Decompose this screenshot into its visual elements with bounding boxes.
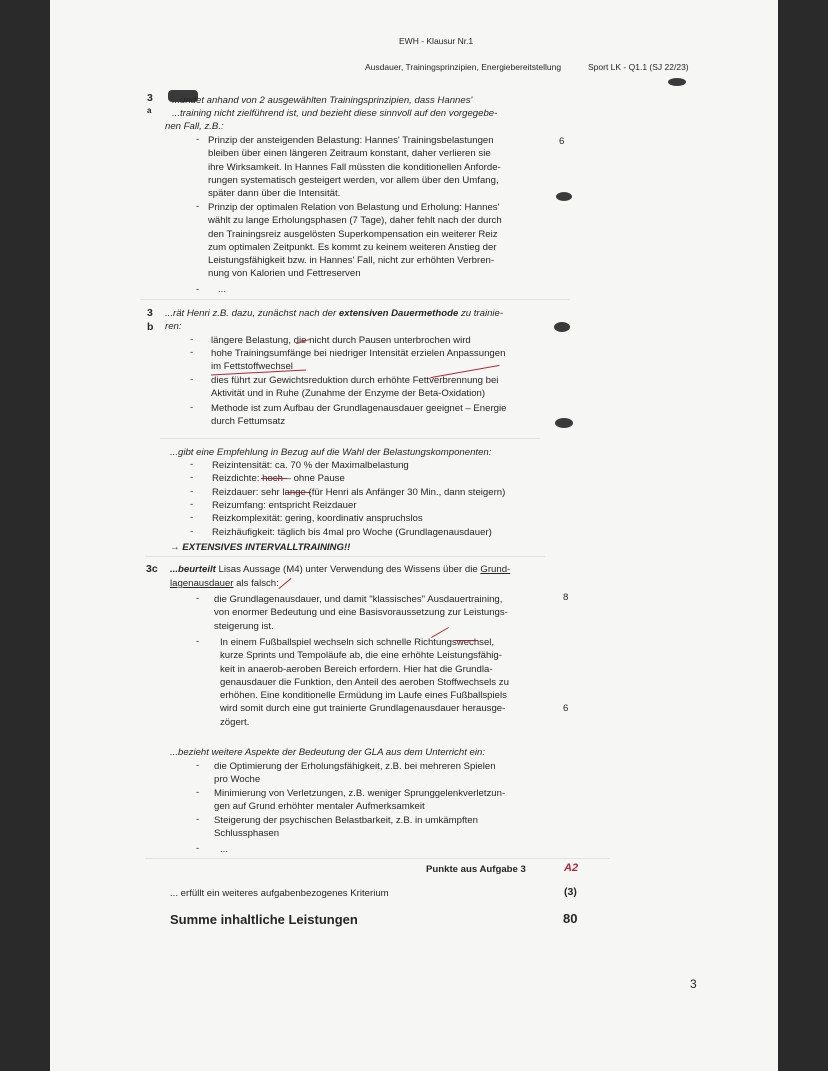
bullet-text: Steigerung der psychischen Belastbarkeit, z.B. in umkämpften Schlussphasen — [214, 815, 478, 840]
criterion-label: ... erfüllt ein weiteres aufgabenbezogenes Kriterium — [170, 888, 389, 899]
points-label: Punkte aus Aufgabe 3 — [426, 864, 526, 875]
ink-blot — [554, 322, 570, 332]
conclusion: → EXTENSIVES INTERVALLTRAINING!! — [170, 542, 351, 553]
task-number: 3 — [147, 307, 153, 319]
ellipsis: ... — [220, 844, 228, 855]
points-value: 6 — [563, 703, 569, 714]
task-letter: a — [147, 106, 152, 115]
bullet-text: In einem Fußballspiel wechseln sich schnelle Richtungswechsel, kurze Sprints und Tempoläufe ab, die eine erhöhte Leistungsfähig- keit in anaerob-aeroben Bereich erfordern. Hier hat die Grundla- genausdauer die Funktion, den Anteil des aeroben Stoffwechsels zu erhöhen. Eine konditionelle Ermüdung im Laufe eines Fußballspiels wird somit durch eine gut trainierte Grundlagenausdauer herausge- zögert. — [220, 637, 509, 728]
points-total: A2 — [564, 862, 579, 874]
section-divider — [140, 299, 570, 300]
sum-value: 80 — [563, 911, 578, 926]
load-item: Reizdichte: hoch – ohne Pause — [212, 473, 345, 484]
document-title: EWH - Klausur Nr.1 — [399, 36, 474, 46]
ellipsis: ... — [218, 284, 226, 295]
load-intro: ...gibt eine Empfehlung in Bezug auf die Wahl der Belastungskomponenten: — [170, 447, 492, 458]
bullet-dash: - — [190, 402, 194, 413]
task-number: 3c — [146, 563, 158, 575]
bullet-text: Methode ist zum Aufbau der Grundlagenausdauer geeignet – Energie durch Fettumsatz — [211, 403, 507, 428]
criterion-value: (3) — [564, 886, 577, 898]
page-number: 3 — [690, 977, 697, 991]
section-divider — [145, 858, 610, 859]
task-intro: ...ündet anhand von 2 ausgewählten Trainingsprinzipien, dass Hannes' — [172, 95, 473, 106]
bullet-dash: - — [196, 636, 200, 647]
bullet-text: die Grundlagenausdauer, und damit "klassisches" Ausdauertraining, von enormer Bedeutung und eine Basisvoraussetzung zur Leistungs- steigerung ist. — [214, 594, 508, 632]
strike-mark — [285, 492, 311, 493]
course-label: Sport LK - Q1.1 (SJ 22/23) — [588, 62, 689, 72]
bullet-dash: - — [196, 201, 200, 212]
bullet-dash: - — [190, 526, 194, 537]
aspects-intro: ...bezieht weitere Aspekte der Bedeutung der GLA aus dem Unterricht ein: — [170, 747, 485, 758]
load-item: Reizkomplexität: gering, koordinativ anspruchslos — [212, 513, 423, 524]
bullet-dash: - — [196, 787, 200, 798]
load-item: Reizdauer: sehr lange (für Henri als Anfänger 30 Min., dann steigern) — [212, 487, 506, 498]
bullet-text: hohe Trainingsumfänge bei niedriger Intensität erzielen Anpassungen im Fettstoffwechsel — [211, 348, 506, 373]
strike-mark — [455, 640, 477, 641]
bullet-dash: - — [190, 486, 194, 497]
bullet-text: dies führt zur Gewichtsreduktion durch erhöhte Fettverbrennung bei Aktivität und in Ruhe (Zunahme der Enzyme der Beta-Oxidation) — [211, 375, 499, 400]
document-subtitle: Ausdauer, Trainingsprinzipien, Energiebereitstellung — [365, 62, 562, 72]
task-intro: lagenausdauer als falsch: — [170, 578, 279, 589]
bullet-dash: - — [196, 593, 200, 604]
bullet-text: Prinzip der ansteigenden Belastung: Hannes' Trainingsbelastungen bleiben über einen längeren Zeitraum konstant, daher verlieren sie ihre Wirksamkeit. In Hannes Fall müssten die konditionellen Anforde- rungen systematisch gesteigert werden, vor allem über den Umfang, später dann über die Intensität. — [208, 135, 501, 200]
bullet-dash: - — [190, 334, 194, 345]
bullet-text: längere Belastung, die nicht durch Pausen unterbrochen wird — [211, 335, 471, 346]
strike-mark — [261, 478, 287, 479]
ink-blot — [555, 418, 573, 428]
bullet-dash: - — [196, 284, 200, 295]
task-letter: b — [147, 321, 154, 333]
task-intro: ren: — [165, 321, 182, 332]
task-intro: nen Fall, z.B.: — [165, 121, 224, 132]
bullet-dash: - — [190, 472, 194, 483]
bullet-dash: - — [190, 499, 194, 510]
bullet-dash: - — [196, 134, 200, 145]
load-item: Reizintensität: ca. 70 % der Maximalbelastung — [212, 460, 409, 471]
task-intro: ...rät Henri z.B. dazu, zunächst nach der extensiven Dauermethode zu trainie- — [165, 308, 504, 319]
bullet-dash: - — [190, 512, 194, 523]
task-number: 3 — [147, 92, 153, 104]
ink-blot — [668, 78, 686, 86]
load-item: Reizumfang: entspricht Reizdauer — [212, 500, 357, 511]
bullet-text: die Optimierung der Erholungsfähigkeit, z.B. bei mehreren Spielen pro Woche — [214, 761, 496, 786]
task-intro: ...training nicht zielführend ist, und bezieht diese sinnvoll auf den vorgegebe- — [172, 108, 498, 119]
bullet-dash: - — [196, 760, 200, 771]
ink-blot — [556, 192, 572, 201]
sum-label: Summe inhaltliche Leistungen — [170, 912, 358, 927]
bullet-text: Minimierung von Verletzungen, z.B. weniger Sprunggelenkverletzun- gen auf Grund erhöhter mentaler Aufmerksamkeit — [214, 788, 506, 813]
bullet-dash: - — [190, 374, 194, 385]
points-value: 8 — [563, 592, 569, 603]
load-item: Reizhäufigkeit: täglich bis 4mal pro Woche (Grundlagenausdauer) — [212, 527, 492, 538]
bullet-dash: - — [196, 843, 200, 854]
section-divider — [160, 438, 540, 439]
task-intro: ...beurteilt Lisas Aussage (M4) unter Verwendung des Wissens über die Grund- — [170, 564, 511, 575]
section-divider — [145, 556, 545, 557]
bullet-dash: - — [190, 347, 194, 358]
points-value: 6 — [559, 136, 565, 147]
bullet-dash: - — [196, 814, 200, 825]
bullet-dash: - — [190, 459, 194, 470]
bullet-text: Prinzip der optimalen Relation von Belastung und Erholung: Hannes' wählt zu lange Erholungsphasen (7 Tage), daher fehlt nach der durch den Trainingsreiz ausgelösten Superkompensation ein weiterer Reiz zum optimalen Zeitpunkt. Es kommt zu keinem weiteren Anstieg der Leistungsfähigkeit bzw. in Hannes' Fall, nicht zur erhöhten Verbren- nung von Kalorien und Fettreserven — [208, 202, 502, 280]
